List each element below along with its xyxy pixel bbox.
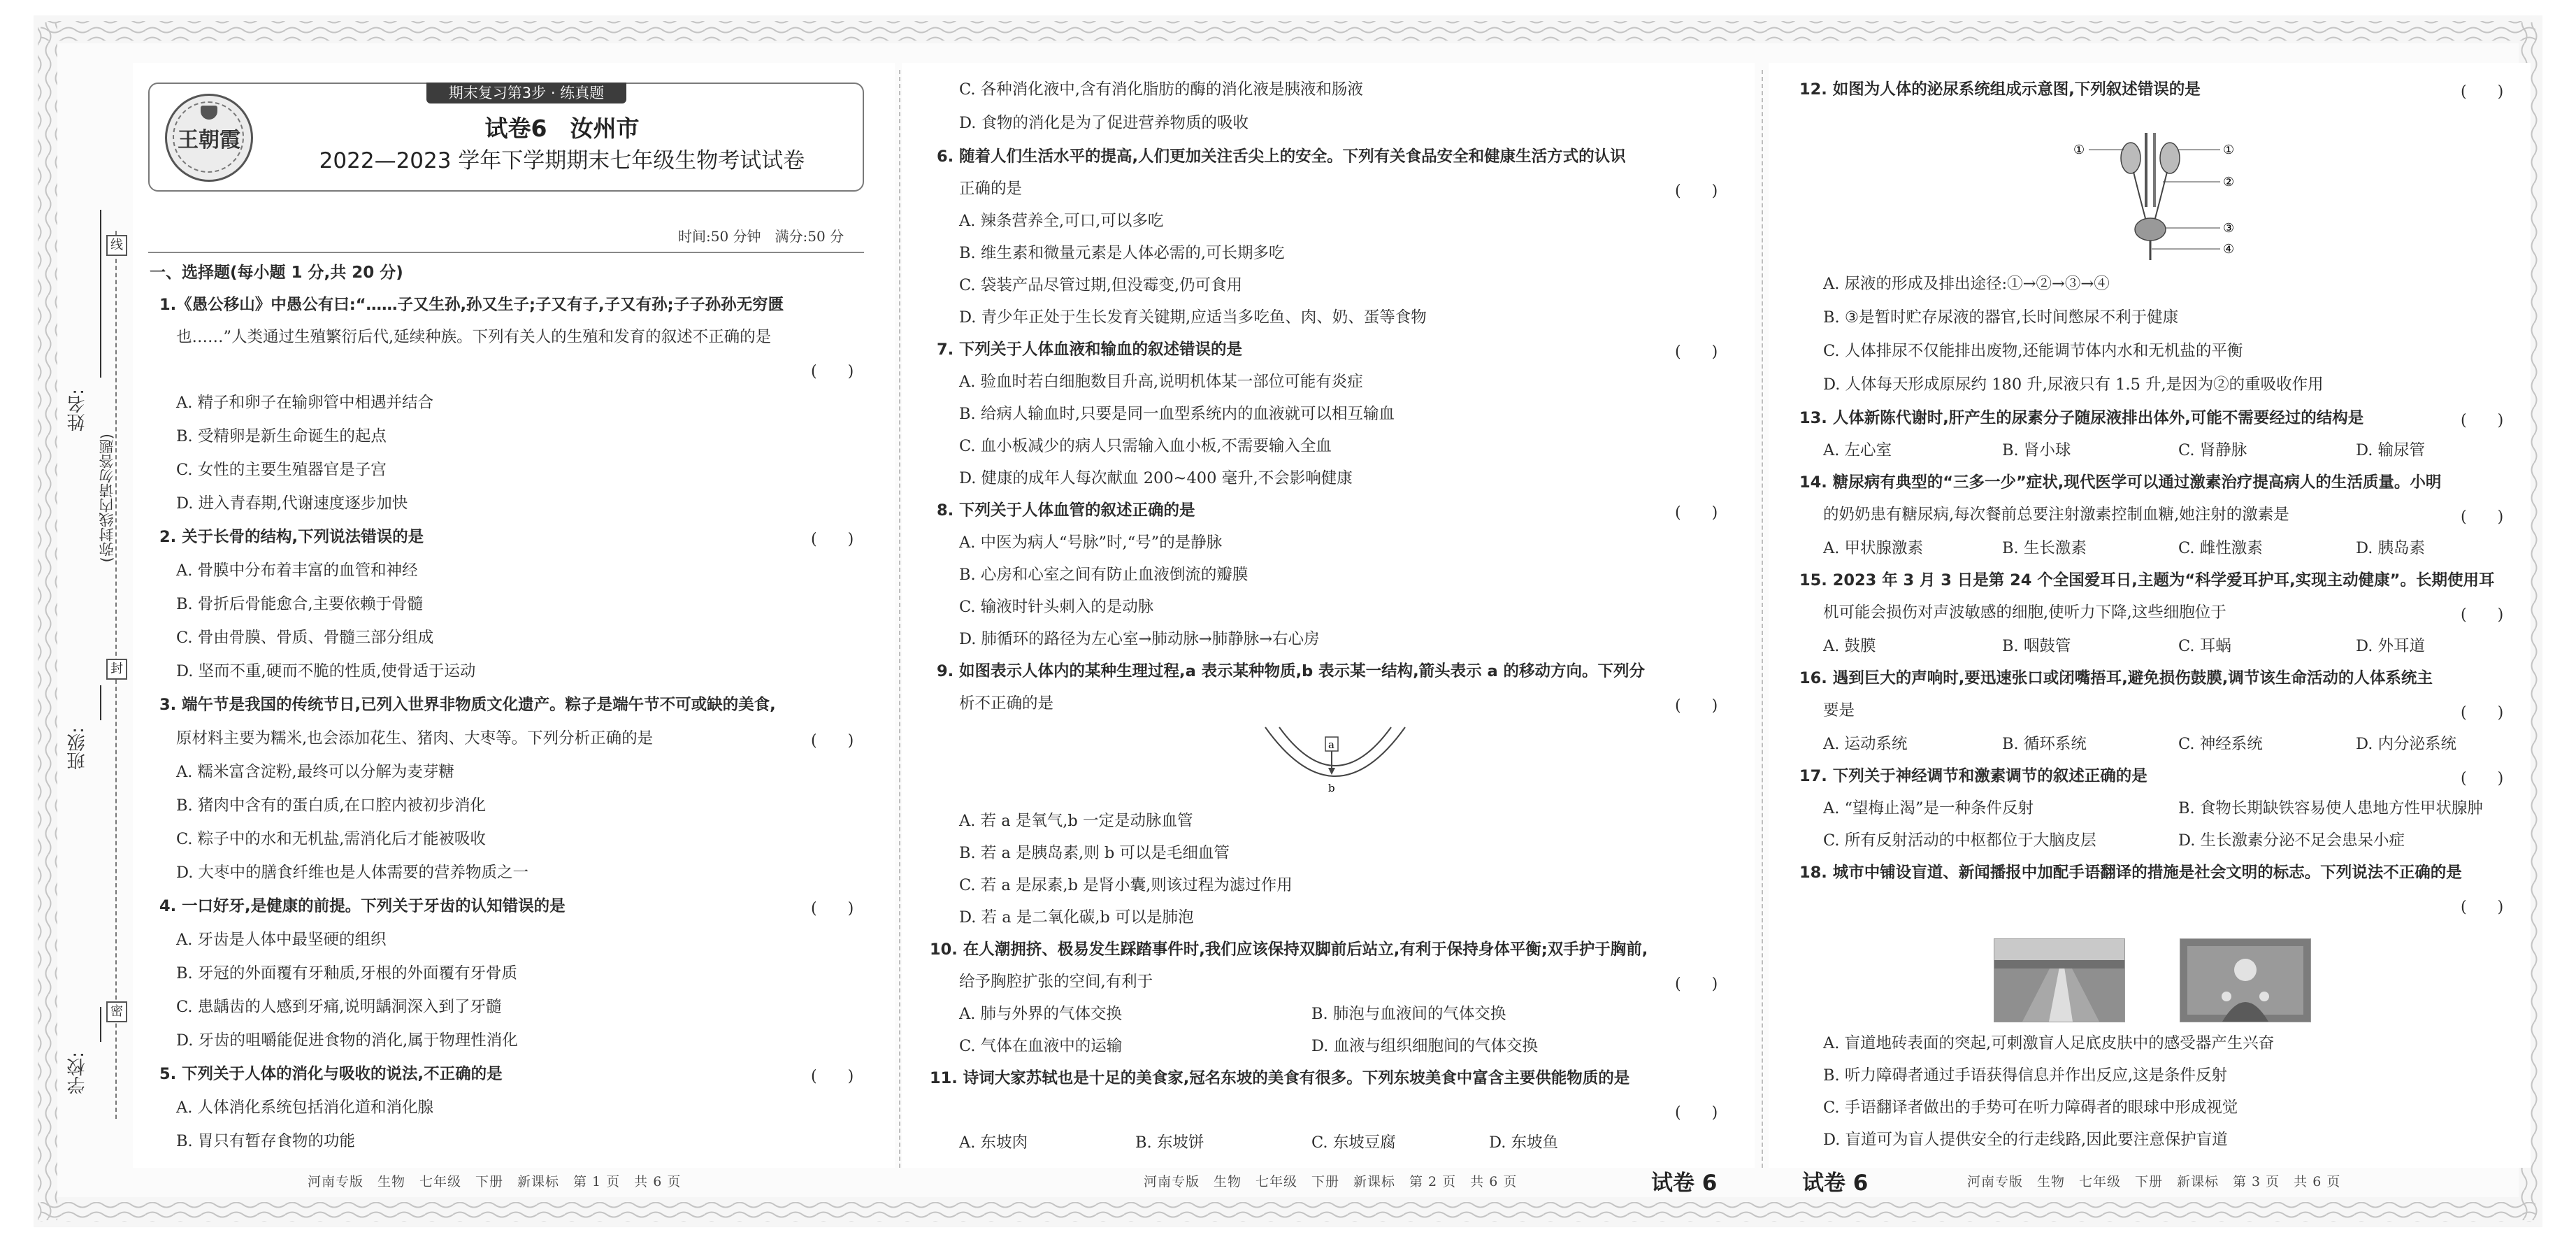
question-13: 13. 人体新陈代谢时,肝产生的尿素分子随尿液排出体外,可能不需要经过的结构是 [1799,409,2364,427]
question-text: 原材料主要为糯米,也会添加花生、猪肉、大枣等。下列分析正确的是 [176,729,654,748]
option: C. 患龋齿的人感到牙痛,说明龋洞深入到了牙髓 [176,998,502,1016]
question-16: 16. 遇到巨大的声响时,要迅速张口或闭嘴捂耳,避免损伤鼓膜,调节该生命活动的人体系统主 [1799,669,2433,687]
option: B. 听力障碍者通过手语获得信息并作出反应,这是条件反射 [1823,1066,2227,1085]
option: A. 东坡肉 [959,1134,1028,1152]
column-divider [1762,70,1763,1168]
option: C. 神经系统 [2178,735,2263,753]
option: B. 胃只有暂存食物的功能 [176,1132,355,1150]
page-footer-1: 河南专版 生物 七年级 下册 新课标 第 1 页 共 6 页 [308,1174,682,1189]
label-1: ① [2223,143,2235,157]
option: C. 输液时针头刺入的是动脉 [959,598,1154,616]
question-9: 9. 如图表示人体内的某种生理过程,a 表示某种物质,b 表示某一结构,箭头表示 a 的移动方向。下列分 [937,662,1645,680]
option: D. 肺循环的路径为左心室→肺动脉→肺静脉→右心房 [959,630,1320,648]
urinary-system-diagram [2073,130,2241,263]
seal-mark-close: 密 [106,1001,127,1022]
option: C. 肾静脉 [2178,441,2247,459]
option: D. 大枣中的膳食纤维也是人体需要的营养物质之一 [176,864,529,882]
question-text: 的奶奶患有糖尿病,每次餐前总要注射激素控制血糖,她注射的激素是 [1823,506,2289,524]
option: C. 各种消化液中,含有消化脂肪的酶的消化液是胰液和肠液 [959,80,1363,99]
answer-blank[interactable]: ( ) [1675,504,1718,522]
option: C. 若 a 是尿素,b 是肾小囊,则该过程为滤过作用 [959,876,1293,894]
answer-blank[interactable]: ( ) [1675,975,1718,993]
question-17: 17. 下列关于神经调节和激素调节的叙述正确的是 [1799,767,2147,785]
question-1: 1.《愚公移山》中愚公有曰:“……子又生孙,孙又生子;子又有子,子又有孙;子子孙孙无穷匮 [159,296,784,314]
option: B. 咽鼓管 [2002,637,2071,655]
answer-blank[interactable]: ( ) [2461,83,2504,101]
class-label: 班级: [67,727,88,770]
answer-blank[interactable]: ( ) [1675,697,1718,715]
exam-header [148,83,864,192]
label-4: ④ [2223,242,2235,257]
option: C. 雌性激素 [2178,539,2263,557]
option: A. 中医为病人“号脉”时,“号”的是静脉 [959,534,1223,552]
answer-blank[interactable]: ( ) [2461,899,2504,916]
option: D. 外耳道 [2356,637,2426,655]
class-field[interactable] [100,685,101,720]
exam-badge-left: 试卷 6 [1651,1171,1718,1196]
question-6: 6. 随着人们生活水平的提高,人们更加关注舌尖上的安全。下列有关食品安全和健康生活方式的认识 [937,148,1626,166]
option: C. 骨由骨膜、骨质、骨髓三部分组成 [176,629,434,647]
answer-blank[interactable]: ( ) [811,363,854,380]
option: D. 牙齿的咀嚼能促进食物的消化,属于物理性消化 [176,1031,518,1050]
option: D. 血液与组织细胞间的气体交换 [1311,1037,1539,1055]
option: B. 牙冠的外面覆有牙釉质,牙根的外面覆有牙骨质 [176,964,517,982]
option: B. 受精卵是新生命诞生的起点 [176,427,387,445]
page-footer-2: 河南专版 生物 七年级 下册 新课标 第 2 页 共 6 页 [1144,1174,1518,1189]
option: A. 若 a 是氧气,b 一定是动脉血管 [959,812,1193,830]
question-text: 也……”人类通过生殖繁衍后代,延续种族。下列有关人的生殖和发育的叙述不正确的是 [176,328,772,346]
option: B. 给病人输血时,只要是同一血型系统内的血液就可以相互输血 [959,405,1395,423]
option: B. 维生素和微量元素是人体必需的,可长期多吃 [959,244,1285,262]
header-rule [148,252,864,253]
review-banner: 期末复习第3步 · 练真题 [426,83,626,103]
option: B. 心房和心室之间有防止血液倒流的瓣膜 [959,566,1249,584]
answer-blank[interactable]: ( ) [811,531,854,548]
option: A. 牙齿是人体中最坚硬的组织 [176,931,387,949]
question-15: 15. 2023 年 3 月 3 日是第 24 个全国爱耳日,主题为“科学爱耳护耳,实现主动健康”。长期使用耳 [1799,571,2495,589]
answer-blank[interactable]: ( ) [2461,606,2504,624]
option: A. 甲状腺激素 [1823,539,1924,557]
option: B. 若 a 是胰岛素,则 b 可以是毛细血管 [959,844,1230,862]
option: A. 糯米富含淀粉,最终可以分解为麦芽糖 [176,763,454,781]
name-field[interactable] [100,210,101,378]
label-3: ③ [2223,221,2235,236]
name-label: 姓名: [67,389,88,431]
answer-blank[interactable]: ( ) [811,900,854,917]
answer-blank[interactable]: ( ) [1675,1104,1718,1122]
option: D. 东坡鱼 [1489,1134,1559,1152]
option: D. 人体每天形成原尿约 180 升,尿液只有 1.5 升,是因为②的重吸收作用 [1823,376,2324,394]
option: A. 验血时若白细胞数目升高,说明机体某一部位可能有炎症 [959,373,1363,391]
option: B. 循环系统 [2002,735,2087,753]
answer-blank[interactable]: ( ) [2461,412,2504,429]
option: D. 若 a 是二氧化碳,b 可以是肺泡 [959,908,1194,927]
option: A. 盲道地砖表面的突起,可刺激盲人足底皮肤中的感受器产生兴奋 [1823,1034,2275,1052]
option: C. 粽子中的水和无机盐,需消化后才能被吸收 [176,830,486,848]
school-label: 学校: [67,1052,88,1094]
option: B. 猪肉中含有的蛋白质,在口腔内被初步消化 [176,796,486,815]
sign-language-photo [2180,938,2311,1022]
option: D. 坚而不重,硬而不脆的性质,使骨适于运动 [176,662,476,680]
capillary-diagram [1258,720,1412,804]
question-10: 10. 在人潮拥挤、极易发生踩踏事件时,我们应该保持双脚前后站立,有利于保持身体平衡;双手护于胸前, [930,941,1648,959]
option: A. 尿液的形成及排出途径:①→②→③→④ [1823,275,2110,293]
seal-mark-seal: 封 [106,659,127,680]
answer-blank[interactable]: ( ) [811,1068,854,1085]
question-4: 4. 一口好牙,是健康的前提。下列关于牙齿的认知错误的是 [159,897,566,915]
answer-blank[interactable]: ( ) [2461,704,2504,722]
option: C. 东坡豆腐 [1311,1134,1396,1152]
option: B. 肺泡与血液间的气体交换 [1311,1005,1506,1023]
label-b: b [1328,782,1335,794]
option: C. 所有反射活动的中枢都位于大脑皮层 [1823,831,2096,850]
question-3: 3. 端午节是我国的传统节日,已列入世界非物质文化遗产。粽子是端午节不可或缺的美食, [159,696,776,714]
page-footer-3: 河南专版 生物 七年级 下册 新课标 第 3 页 共 6 页 [1967,1174,2341,1189]
school-field[interactable] [100,1007,101,1042]
option: A. 左心室 [1823,441,1892,459]
question-7: 7. 下列关于人体血液和输血的叙述错误的是 [937,341,1243,359]
option: C. 气体在血液中的运输 [959,1037,1123,1055]
exam-badge-right: 试卷 6 [1802,1171,1869,1196]
question-text: 要是 [1823,701,1855,720]
answer-blank[interactable]: ( ) [811,732,854,750]
label-1: ① [2073,143,2085,157]
option: A. 肺与外界的气体交换 [959,1005,1123,1023]
option: A. 骨膜中分布着丰富的血管和神经 [176,562,418,580]
option: A. “望梅止渴”是一种条件反射 [1823,799,2034,817]
option: B. 骨折后骨能愈合,主要依赖于骨髓 [176,595,423,613]
question-text: 正确的是 [959,180,1023,198]
label-a: a [1328,738,1334,751]
exam-title: 试卷6 汝州市 [484,115,640,142]
tactile-paving-photo [1994,938,2125,1022]
answer-blank[interactable]: ( ) [1675,343,1718,361]
question-text: 析不正确的是 [959,694,1054,713]
option: C. 血小板减少的病人只需输入血小板,不需要输入全血 [959,437,1332,455]
option: D. 盲道可为盲人提供安全的行走线路,因此要注意保护盲道 [1823,1131,2228,1149]
column-divider [899,70,900,1168]
seal-mark-line: 线 [106,235,127,256]
exam-subtitle: 2022—2023 学年下学期期末七年级生物考试试卷 [319,148,805,173]
option: A. 人体消化系统包括消化道和消化腺 [176,1099,434,1117]
option: D. 生长激素分泌不足会患呆小症 [2178,831,2405,850]
option: B. 生长激素 [2002,539,2087,557]
answer-blank[interactable]: ( ) [1675,183,1718,200]
question-5: 5. 下列关于人体的消化与吸收的说法,不正确的是 [159,1065,503,1083]
option: D. 内分泌系统 [2356,735,2457,753]
option: A. 精子和卵子在输卵管中相遇并结合 [176,394,434,412]
section-title: 一、选择题(每小题 1 分,共 20 分) [150,264,403,282]
option: A. 鼓膜 [1823,637,1876,655]
option: D. 输尿管 [2356,441,2426,459]
option: C. 耳蜗 [2178,637,2231,655]
question-12: 12. 如图为人体的泌尿系统组成示意图,下列叙述错误的是 [1799,80,2201,99]
option: D. 进入青春期,代谢速度逐步加快 [176,494,408,513]
option: C. 手语翻译者做出的手势可在听力障碍者的眼球中形成视觉 [1823,1099,2238,1117]
option: B. ③是暂时贮存尿液的器官,长时间憋尿不利于健康 [1823,308,2179,327]
option: B. 东坡饼 [1135,1134,1204,1152]
label-2: ② [2223,175,2235,190]
time-score-info: 时间:50 分钟 满分:50 分 [678,228,844,245]
question-text: 机可能会损伤对声波敏感的细胞,使听力下降,这些细胞位于 [1823,603,2226,622]
option: D. 健康的成年人每次献血 200~400 毫升,不会影响健康 [959,469,1353,487]
option: C. 袋装产品尽管过期,但没霉变,仍可食用 [959,276,1243,294]
question-2: 2. 关于长骨的结构,下列说法错误的是 [159,528,424,546]
option: B. 食物长期缺铁容易使人患地方性甲状腺肿 [2178,799,2483,817]
option: A. 运动系统 [1823,735,1908,753]
publisher-logo: 王朝霞 [165,94,253,182]
question-11: 11. 诗词大家苏轼也是十足的美食家,冠名东坡的美食有很多。下列东坡美食中富含主要供能物质的是 [930,1069,1630,1087]
option: D. 青少年正处于生长发育关键期,应适当多吃鱼、肉、奶、蛋等食物 [959,308,1427,327]
seal-notice: (弥封线内请勿答题) [99,434,115,563]
question-18: 18. 城市中铺设盲道、新闻播报中加配手语翻译的措施是社会文明的标志。下列说法不正确的是 [1799,864,2462,882]
question-14: 14. 糖尿病有典型的“三多一少”症状,现代医学可以通过激素治疗提高病人的生活质量。小明 [1799,473,2442,492]
option: A. 辣条营养全,可口,可以多吃 [959,212,1164,230]
option: C. 人体排尿不仅能排出废物,还能调节体内水和无机盐的平衡 [1823,342,2243,360]
option: B. 肾小球 [2002,441,2071,459]
option: C. 女性的主要生殖器官是子宫 [176,461,387,479]
option: D. 胰岛素 [2356,539,2426,557]
question-text: 给予胸腔扩张的空间,有利于 [959,973,1153,991]
answer-blank[interactable]: ( ) [2461,770,2504,787]
question-8: 8. 下列关于人体血管的叙述正确的是 [937,501,1195,520]
option: D. 食物的消化是为了促进营养物质的吸收 [959,114,1249,132]
answer-blank[interactable]: ( ) [2461,508,2504,526]
